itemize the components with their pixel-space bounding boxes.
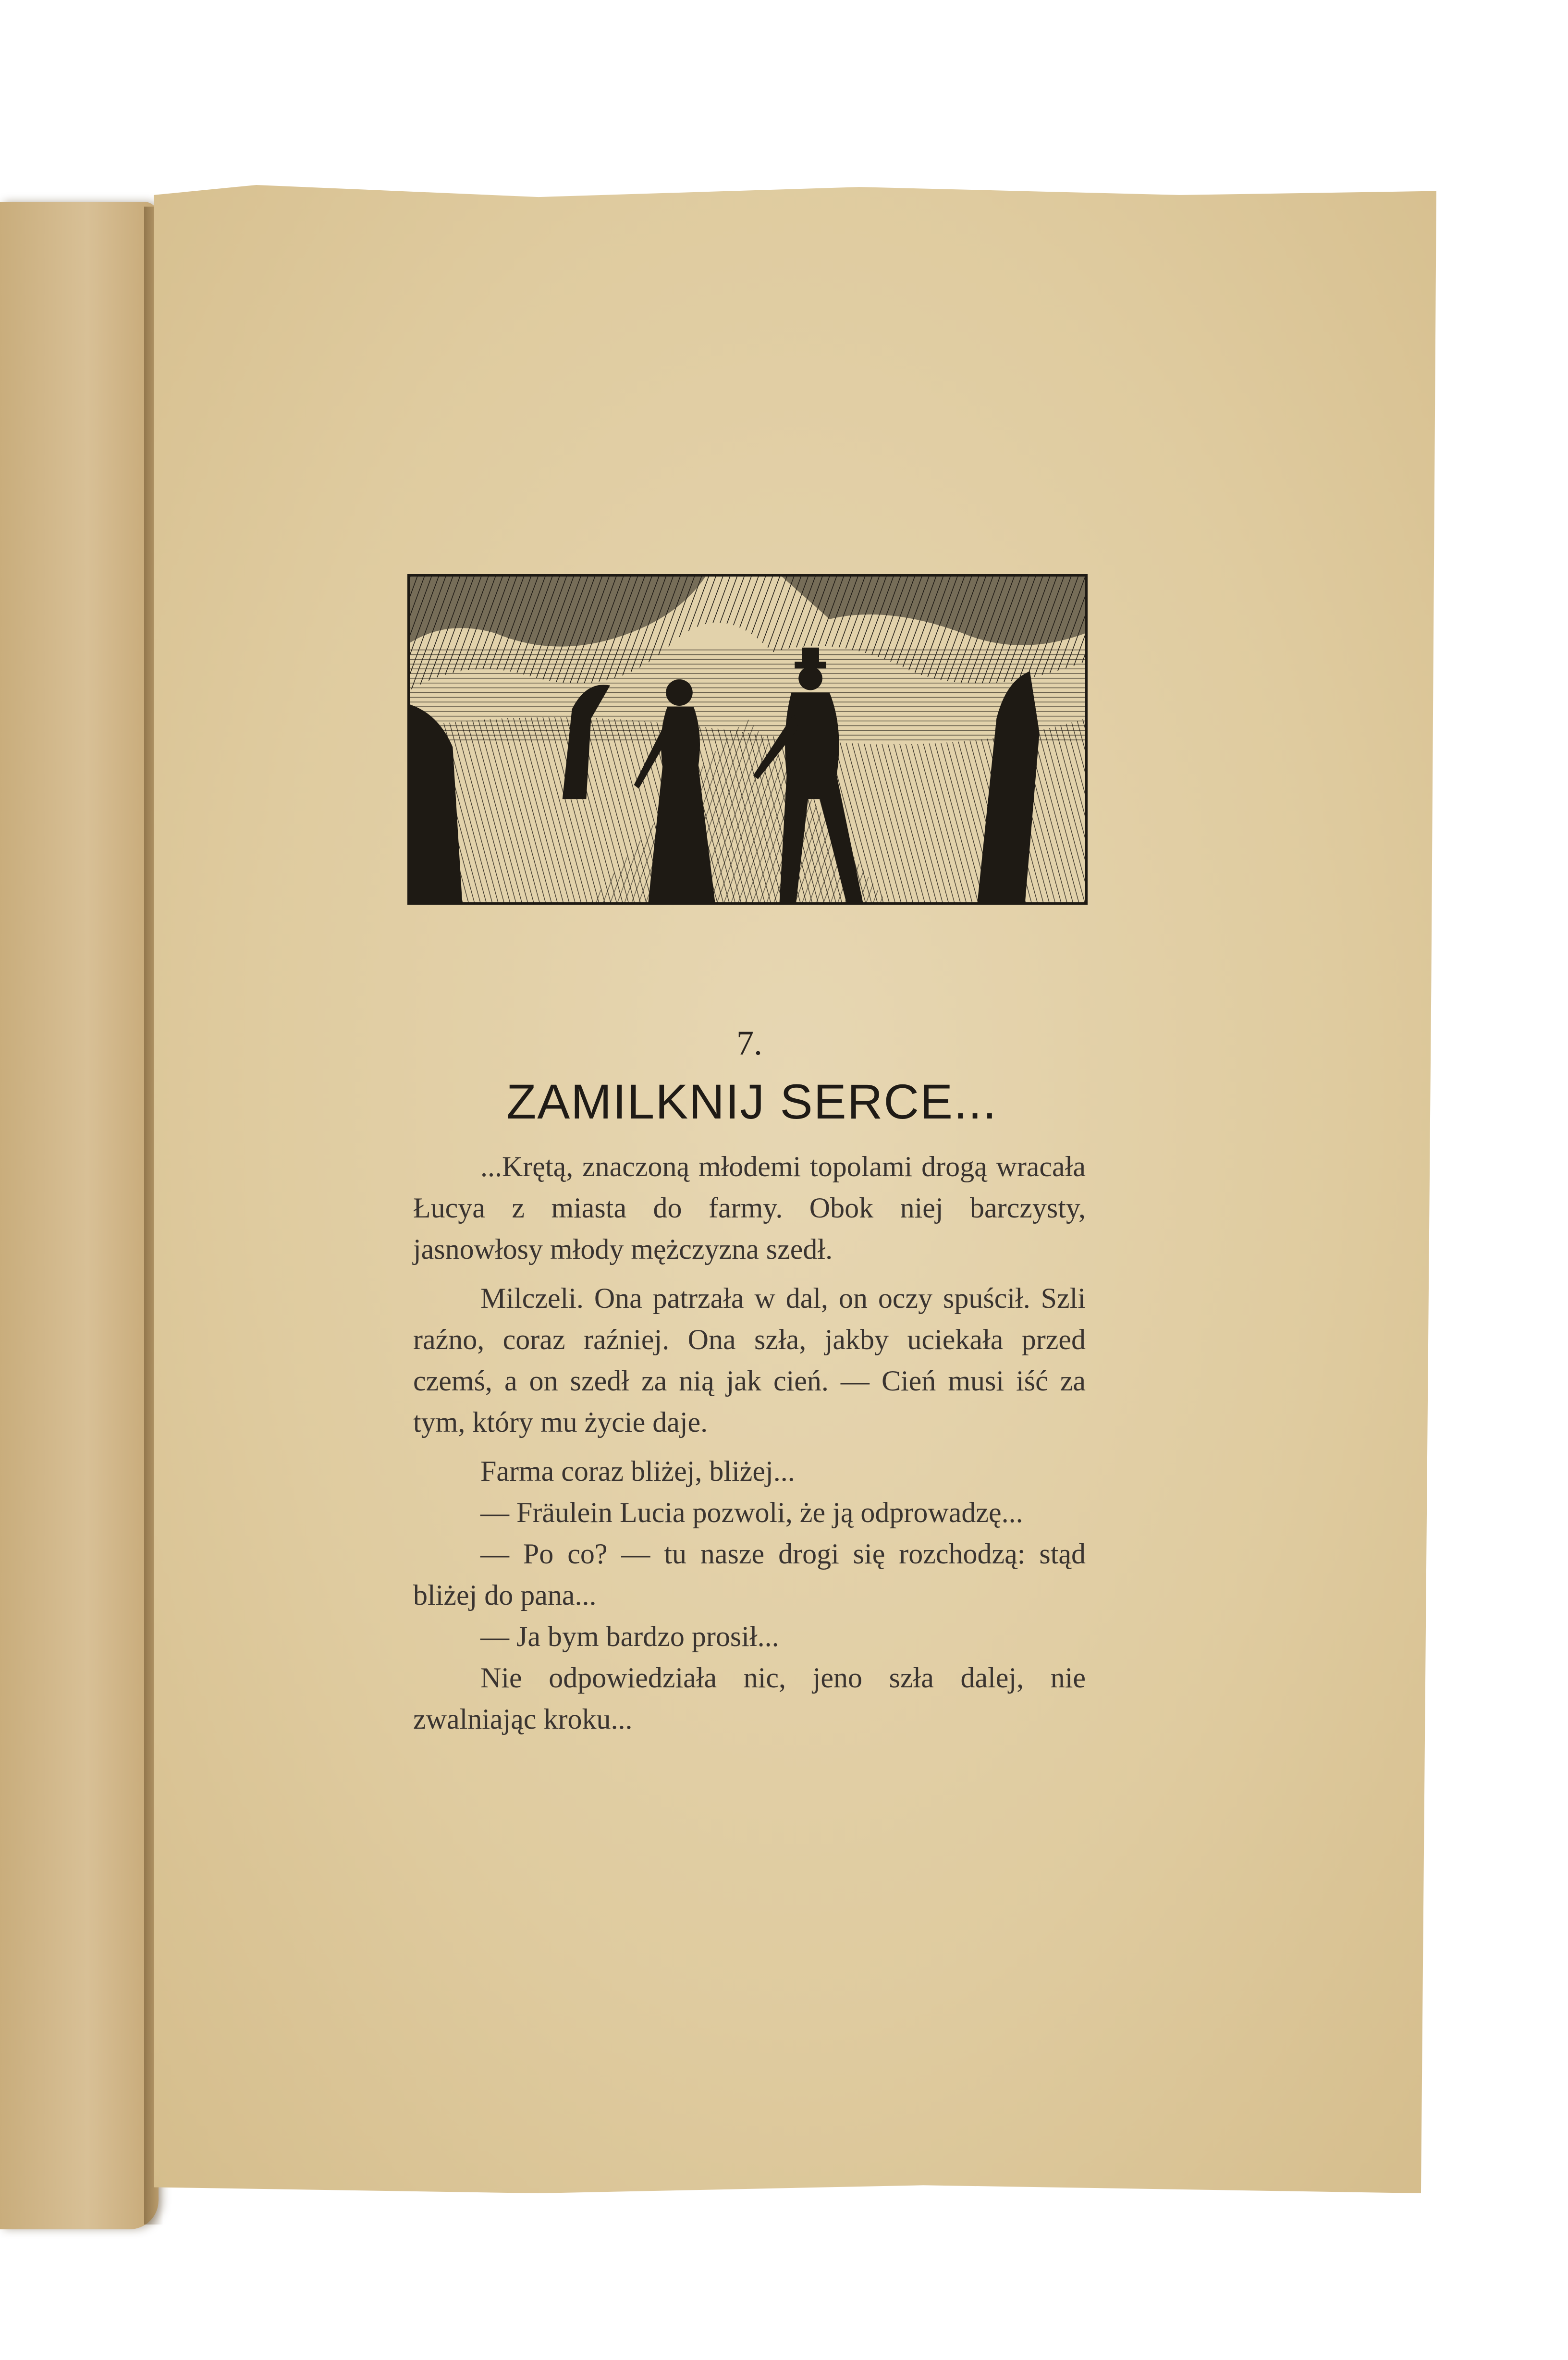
paragraph: — Po co? — tu nasze drogi się rozchodzą: stąd bliżej do pana...	[413, 1538, 1086, 1611]
paragraph: Milczeli. Ona patrzała w dal, on oczy spuścił. Szli raźno, coraz raźniej. Ona szła, jakby uciekała przed czemś, a on szedł za nią jak cień. — Cień musi iść za tym, który mu życie daje.	[413, 1282, 1086, 1438]
woodcut-illustration	[407, 574, 1088, 905]
chapter-number: 7.	[736, 1024, 762, 1062]
facing-page-edge	[0, 202, 159, 2229]
chapter-title: ZAMILKNIJ SERCE...	[506, 1074, 998, 1129]
paragraph: — Fräulein Lucia pozwoli, że ją odprowadzę...	[480, 1497, 1023, 1528]
paragraph: — Ja bym bardzo prosił...	[480, 1621, 779, 1652]
woodcut-couple-under-trees-icon	[410, 577, 1085, 902]
paragraph: Farma coraz bliżej, bliżej...	[480, 1455, 795, 1487]
chapter-body	[413, 1146, 1086, 1740]
paragraph: ...Krętą, znaczoną młodemi topolami drogą wracała Łucya z miasta do farmy. Obok niej barczysty, jasnowłosy młody mężczyzna szedł.	[413, 1151, 1086, 1265]
paragraph: Nie odpowiedziała nic, jeno szła dalej, nie zwalniając kroku...	[413, 1662, 1086, 1735]
